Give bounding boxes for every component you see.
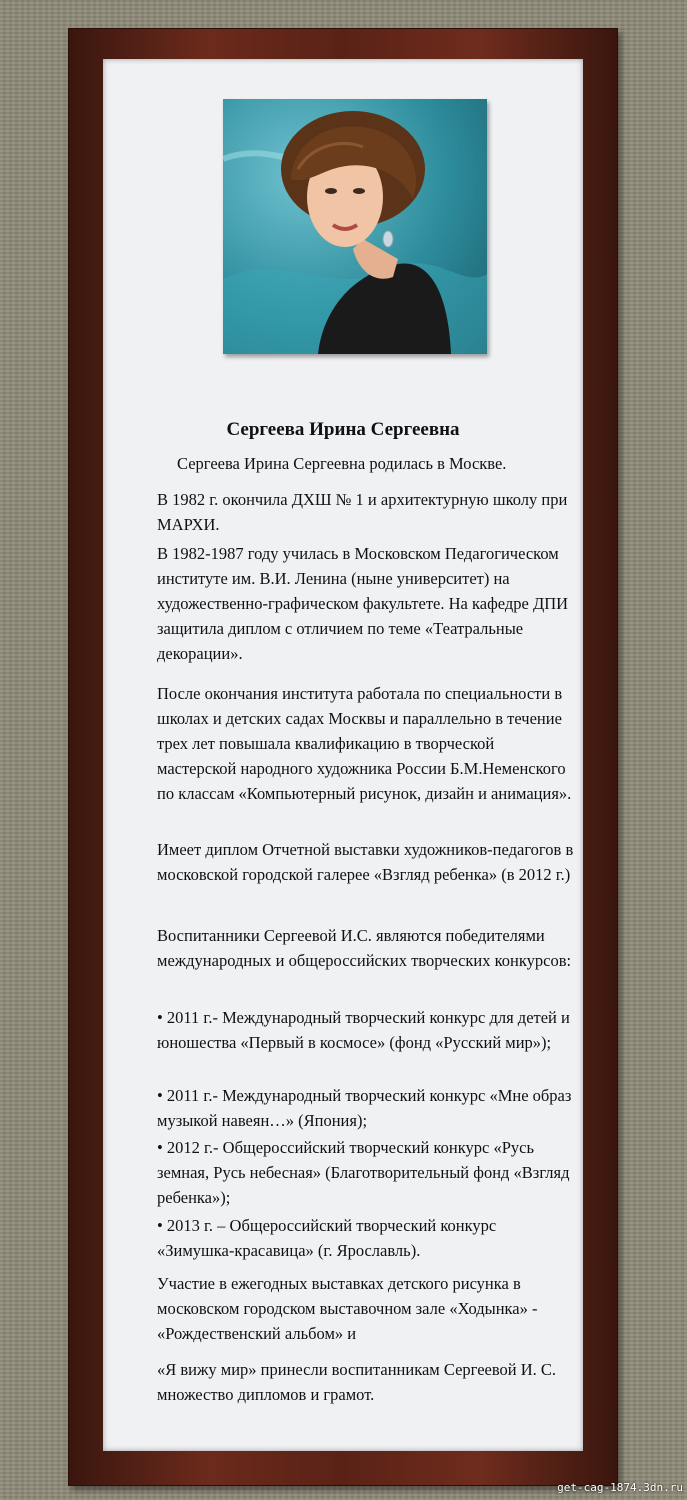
paragraph-exhibitions: Участие в ежегодных выставках детского рисунка в московском городском выставочном зале «Ходынка» - «Рождественский альбом» и [157, 1274, 538, 1343]
info-poster [103, 59, 583, 1451]
award-item-2011-cosmos: • 2011 г.- Международный творческий конкурс для детей и юношества «Первый в космосе» (фонд «Русский мир»); [157, 1008, 570, 1052]
paragraph-school: В 1982 г. окончила ДХШ № 1 и архитектурную школу при МАРХИ. [157, 490, 568, 534]
paragraph-conclusion: «Я вижу мир» принесли воспитанникам Сергеевой И. С. множество дипломов и грамот. [157, 1360, 557, 1404]
award-item-2011-japan: • 2011 г.- Международный творческий конкурс «Мне образ музыкой навеян…» (Япония); [157, 1086, 572, 1130]
award-item-2013: • 2013 г. – Общероссийский творческий конкурс «Зимушка-красавица» (г. Ярославль). [157, 1216, 497, 1260]
paragraph-institute: В 1982-1987 году училась в Московском Педагогическом институте им. В.И. Ленина (ныне университет) на художественно-графическом факультете. На кафедре ДПИ защитила диплом с отличием по теме «Театральные декорации». [157, 544, 569, 663]
paragraph-birth: Сергеева Ирина Сергеевна родилась в Москве. [177, 454, 507, 473]
site-watermark: get-cag-1874.3dn.ru [557, 1481, 683, 1494]
portrait-illustration [223, 99, 487, 354]
paragraph-diploma: Имеет диплом Отчетной выставки художников-педагогов в московской городской галерее «Взгляд ребенка» (в 2012 г.) [157, 840, 574, 884]
picture-frame [68, 28, 618, 1486]
paragraph-work: После окончания института работала по специальности в школах и детских садах Москвы и параллельно в течение трех лет повышала квалификацию в творческой мастерской народного художника России Б.М.Неменского по классам «Компьютерный рисунок, дизайн и анимация». [157, 684, 572, 803]
award-item-2012: • 2012 г.- Общероссийский творческий конкурс «Русь земная, Русь небесная» (Благотворительный фонд «Взгляд ребенка»); [157, 1138, 570, 1207]
poster-title: Сергеева Ирина Сергеевна [226, 419, 460, 440]
paragraph-students: Воспитанники Сергеевой И.С. являются победителями международных и общероссийских творческих конкурсов: [157, 926, 572, 970]
portrait-photo [223, 99, 487, 354]
